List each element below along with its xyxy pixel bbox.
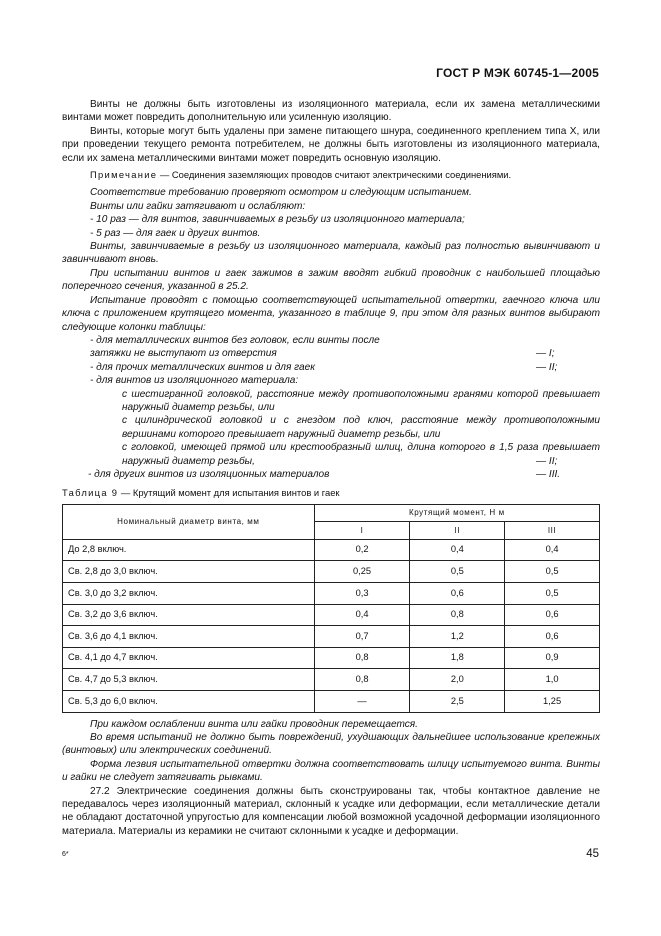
torque-III-cell: 1,25 xyxy=(505,690,600,712)
list-item-text: затяжки не выступают из отверстия xyxy=(90,348,277,360)
list-item: - для винтов из изоляционного материала: xyxy=(90,375,299,387)
column-header-III: III xyxy=(505,522,600,540)
torque-I-cell: 0,4 xyxy=(314,604,410,626)
list-item-text: - для других винтов из изоляционных материалов xyxy=(88,468,330,480)
table-row xyxy=(63,690,600,712)
sheet-mark: 6* xyxy=(62,851,69,858)
test-paragraph: При испытании винтов и гаек зажимов в зажим вводят гибкий проводник с наибольшей площадью поперечного сечения, указанной в 25.2. xyxy=(62,267,600,293)
column-header-I: I xyxy=(314,522,410,540)
torque-II-cell: 2,0 xyxy=(410,669,505,691)
paragraph: Форма лезвия испытательной отвертки должна соответствовать шлицу испытуемого винта. Винты и гайки не следует затягивать рывками. xyxy=(62,758,600,784)
note xyxy=(62,168,600,181)
list-item: - для металлических винтов без головок, если винты после xyxy=(90,334,380,346)
diameter-cell: Св. 4,1 до 4,7 включ. xyxy=(63,647,315,669)
table-row xyxy=(63,561,600,583)
page-body xyxy=(62,98,600,838)
table-caption-label: Таблица 9 xyxy=(62,487,119,499)
paragraph: Во время испытаний не должно быть повреждений, ухудшающих дальнейшее использование крепежных (винтовых) или электрических соединений. xyxy=(62,731,600,757)
test-paragraph: - 5 раз — для гаек и других винтов. xyxy=(90,227,261,239)
torque-III-cell: 0,4 xyxy=(505,539,600,561)
table-caption-text: — Крутящий момент для испытания винтов и гаек xyxy=(118,487,340,499)
list-item xyxy=(62,361,600,374)
torque-I-cell: 0,7 xyxy=(314,626,410,648)
torque-II-cell: 0,8 xyxy=(410,604,505,626)
torque-I-cell: — xyxy=(314,690,410,712)
column-code: — II; xyxy=(536,455,558,467)
torque-II-cell: 0,6 xyxy=(410,582,505,604)
diameter-cell: Св. 3,6 до 4,1 включ. xyxy=(63,626,315,648)
diameter-cell: Св. 2,8 до 3,0 включ. xyxy=(63,561,315,583)
table-caption xyxy=(62,486,600,499)
torque-III-cell: 0,9 xyxy=(505,647,600,669)
torque-III-cell: 0,6 xyxy=(505,604,600,626)
after-table xyxy=(62,718,600,839)
torque-I-cell: 0,2 xyxy=(314,539,410,561)
table-row xyxy=(63,582,600,604)
paragraph: 27.2 Электрические соединения должны быть сконструированы так, чтобы контактное давление не передавалось через изоляционный материал, склонный к усадке или деформации, если металлические детали не обладают достаточной упругостью для компенсации любой возможной усадочной деформации изоляционного материала. Материалы из керамики не считают склонными к усадке и деформации. xyxy=(62,785,600,837)
torque-II-cell: 1,2 xyxy=(410,626,505,648)
diameter-cell: Св. 3,0 до 3,2 включ. xyxy=(63,582,315,604)
list-item-text: - для прочих металлических винтов и для гаек xyxy=(90,361,316,373)
diameter-cell: Св. 3,2 до 3,6 включ. xyxy=(63,604,315,626)
table-row xyxy=(63,626,600,648)
torque-II-cell: 0,4 xyxy=(410,539,505,561)
sub-list-item: с головкой, имеющей прямой или крестообразный шлиц, длина которого в 1,5 раза превышает наружный диаметр резьбы, xyxy=(122,442,600,467)
column-code: — III. xyxy=(536,468,561,480)
torque-I-cell: 0,8 xyxy=(314,669,410,691)
torque-III-cell: 0,6 xyxy=(505,626,600,648)
diameter-cell: Св. 4,7 до 5,3 включ. xyxy=(63,669,315,691)
torque-III-cell: 0,5 xyxy=(505,582,600,604)
column-header-II: II xyxy=(410,522,505,540)
standard-header: ГОСТ Р МЭК 60745-1—2005 xyxy=(436,66,599,80)
paragraph: При каждом ослаблении винта или гайки проводник перемещается. xyxy=(90,718,418,730)
torque-II-cell: 2,5 xyxy=(410,690,505,712)
test-paragraph: Соответствие требованию проверяют осмотром и следующим испытанием. xyxy=(90,187,472,199)
column-code: — I; xyxy=(536,348,555,360)
diameter-header: Номинальный диаметр винта, мм xyxy=(63,504,315,539)
table-row xyxy=(63,604,600,626)
torque-III-cell: 0,5 xyxy=(505,561,600,583)
sub-list-item: с шестигранной головкой, расстояние между противоположными гранями которой превышает наружный диаметр резьбы, или xyxy=(122,388,600,413)
torque-II-cell: 0,5 xyxy=(410,561,505,583)
test-paragraph: - 10 раз — для винтов, завинчиваемых в резьбу из изоляционного материала; xyxy=(90,214,465,226)
test-paragraph: Винты или гайки затягивают и ослабляют: xyxy=(90,200,306,212)
table-row xyxy=(63,647,600,669)
torque-I-cell: 0,8 xyxy=(314,647,410,669)
torque-table xyxy=(62,504,600,713)
torque-I-cell: 0,25 xyxy=(314,561,410,583)
paragraph: Винты не должны быть изготовлены из изоляционного материала, если их замена металлическими винтами может повредить дополнительную или усиленную изоляцию. xyxy=(62,99,600,124)
column-code: — II; xyxy=(536,361,558,373)
sub-list-item: с цилиндрической головкой и с гнездом под ключ, расстояние между противоположными вершинами которого превышает наружный диаметр резьбы, или xyxy=(122,415,600,440)
table-row xyxy=(63,539,600,561)
note-label: Примечание xyxy=(90,169,158,181)
torque-header: Крутящий момент, Н м xyxy=(314,504,599,522)
table-body xyxy=(63,539,600,712)
diameter-cell: До 2,8 включ. xyxy=(63,539,315,561)
list-item xyxy=(62,347,600,360)
paragraph: Винты, которые могут быть удалены при замене питающего шнура, соединенного креплением типа X, или при проведении текущего ремонта потребителем, не должны быть изготовлены из изоляционного материала, если их замена металлическими винтами может повредить основную изоляцию. xyxy=(62,125,600,164)
note-text: — Соединения заземляющих проводов считают электрическими соединениями. xyxy=(157,169,512,181)
test-paragraph: Винты, завинчиваемые в резьбу из изоляционного материала, каждый раз полностью вывинчивают и завинчивают вновь. xyxy=(62,241,600,266)
table-row xyxy=(63,669,600,691)
test-paragraph: Испытание проводят с помощью соответствующей испытательной отвертки, гаечного ключа или ключа с приложением крутящего момента, указанного в таблице 9, при этом для разных винтов выбирают следующие колонки таблицы: xyxy=(62,294,600,333)
torque-II-cell: 1,8 xyxy=(410,647,505,669)
torque-I-cell: 0,3 xyxy=(314,582,410,604)
diameter-cell: Св. 5,3 до 6,0 включ. xyxy=(63,690,315,712)
page-number: 45 xyxy=(586,848,599,860)
list-item xyxy=(62,468,600,481)
torque-III-cell: 1,0 xyxy=(505,669,600,691)
